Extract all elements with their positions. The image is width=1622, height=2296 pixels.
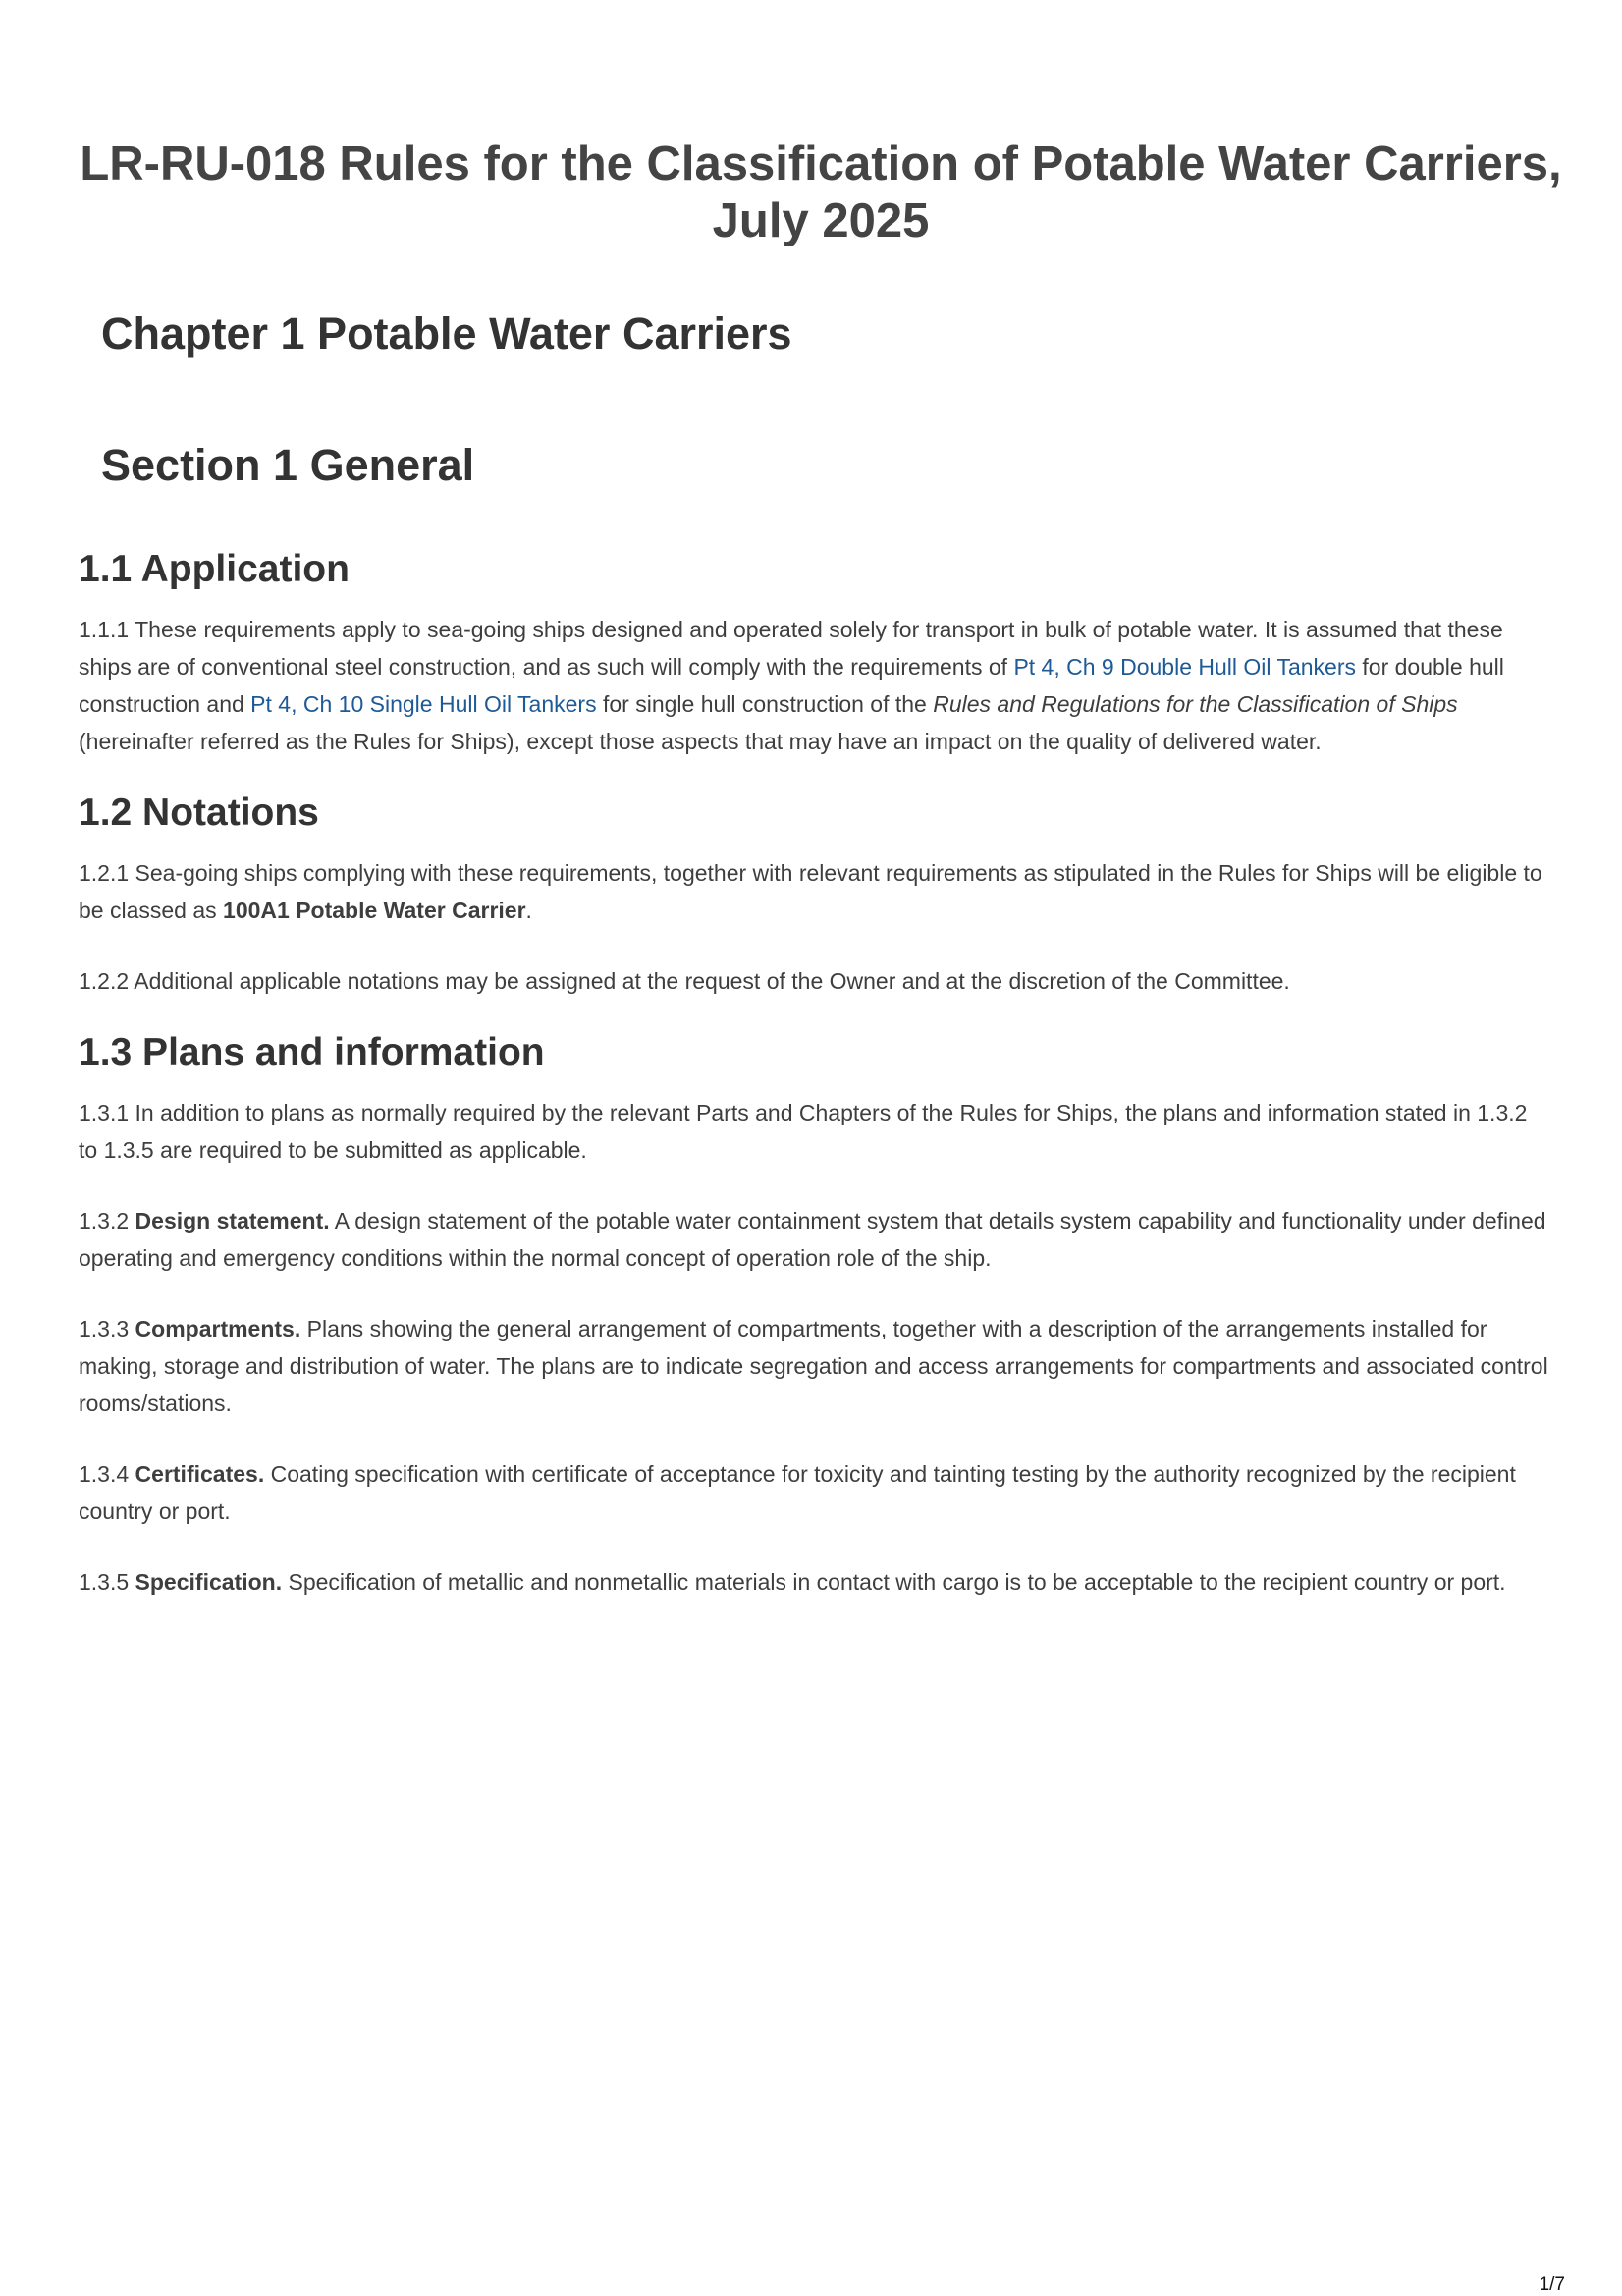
paragraph-number: 1.3.3 <box>79 1316 135 1341</box>
paragraph-text: (hereinafter referred as the Rules for Ships), except those aspects that may have an impact on the quality of delivered water. <box>79 729 1322 754</box>
paragraph-1-2-2: 1.2.2 Additional applicable notations may be assigned at the request of the Owner and at the discretion of the Committee. <box>79 968 1290 994</box>
page-number: 1/7 <box>1539 2274 1565 2295</box>
paragraph-text: A design statement of the potable water containment system that details system capability and functionality under defined operating and emergency conditions within the normal concept of operation role of the ship. <box>79 1208 1546 1271</box>
rules-title-italic: Rules and Regulations for the Classification of Ships <box>933 691 1458 717</box>
heading-1-1-application: 1.1 Application <box>79 548 350 590</box>
paragraph-1-3-5 <box>79 1563 1551 1601</box>
heading-1-3-plans-and-information: 1.3 Plans and information <box>79 1031 545 1073</box>
paragraph-1-3-4 <box>79 1455 1551 1530</box>
paragraph-text: for double hull construction and <box>79 654 1504 717</box>
certificates-bold: Certificates. <box>135 1461 265 1487</box>
paragraph-text: Coating specification with certificate of acceptance for toxicity and tainting testing by the authority recognized by the recipient country or port. <box>79 1461 1516 1524</box>
paragraph-text: Specification of metallic and nonmetallic materials in contact with cargo is to be acceptable to the recipient country or port. <box>282 1569 1506 1595</box>
link-pt4-ch10-single-hull-oil-tankers[interactable]: Pt 4, Ch 10 Single Hull Oil Tankers <box>250 691 597 717</box>
chapter-title: Chapter 1 Potable Water Carriers <box>101 308 792 358</box>
paragraph-1-3-2 <box>79 1202 1551 1277</box>
paragraph-text: 1.2.1 Sea-going ships complying with these requirements, together with relevant requirements as stipulated in the Rules for Ships will be eligible to be classed as <box>79 860 1542 923</box>
class-notation-bold: 100A1 Potable Water Carrier <box>223 898 526 923</box>
paragraph-1-3-1: 1.3.1 In addition to plans as normally required by the relevant Parts and Chapters of the Rules for Ships, the plans and information stated in 1.3.2 to 1.3.5 are required to be submitted as applicable. <box>79 1100 1528 1163</box>
heading-1-2-notations: 1.2 Notations <box>79 792 319 834</box>
design-statement-bold: Design statement. <box>135 1208 330 1233</box>
paragraph-text: . <box>525 898 532 923</box>
specification-bold: Specification. <box>135 1569 283 1595</box>
link-pt4-ch9-double-hull-oil-tankers[interactable]: Pt 4, Ch 9 Double Hull Oil Tankers <box>1013 654 1357 680</box>
document-title: LR-RU-018 Rules for the Classification of Potable Water Carriers, July 2025 <box>80 137 1562 247</box>
paragraph-number: 1.3.4 <box>79 1461 135 1487</box>
paragraph-text: Plans showing the general arrangement of compartments, together with a description of the arrangements installed for making, storage and distribution of water. The plans are to indicate segregation and access arrangements for compartments and associated control rooms/stations. <box>79 1316 1548 1416</box>
section-title: Section 1 General <box>101 440 475 490</box>
paragraph-number: 1.3.5 <box>79 1569 135 1595</box>
document-body <box>79 546 1551 1601</box>
compartments-bold: Compartments. <box>135 1316 301 1341</box>
paragraph-1-1-1 <box>79 611 1551 760</box>
paragraph-text: for single hull construction of the <box>596 691 934 717</box>
paragraph-number: 1.3.2 <box>79 1208 135 1233</box>
paragraph-text: 1.1.1 These requirements apply to sea-going ships designed and operated solely for transport in bulk of potable water. It is assumed that these ships are of conventional steel construction, and as such will comply with the requirements of <box>79 617 1503 680</box>
paragraph-1-2-1 <box>79 854 1551 929</box>
paragraph-1-3-3 <box>79 1310 1551 1422</box>
